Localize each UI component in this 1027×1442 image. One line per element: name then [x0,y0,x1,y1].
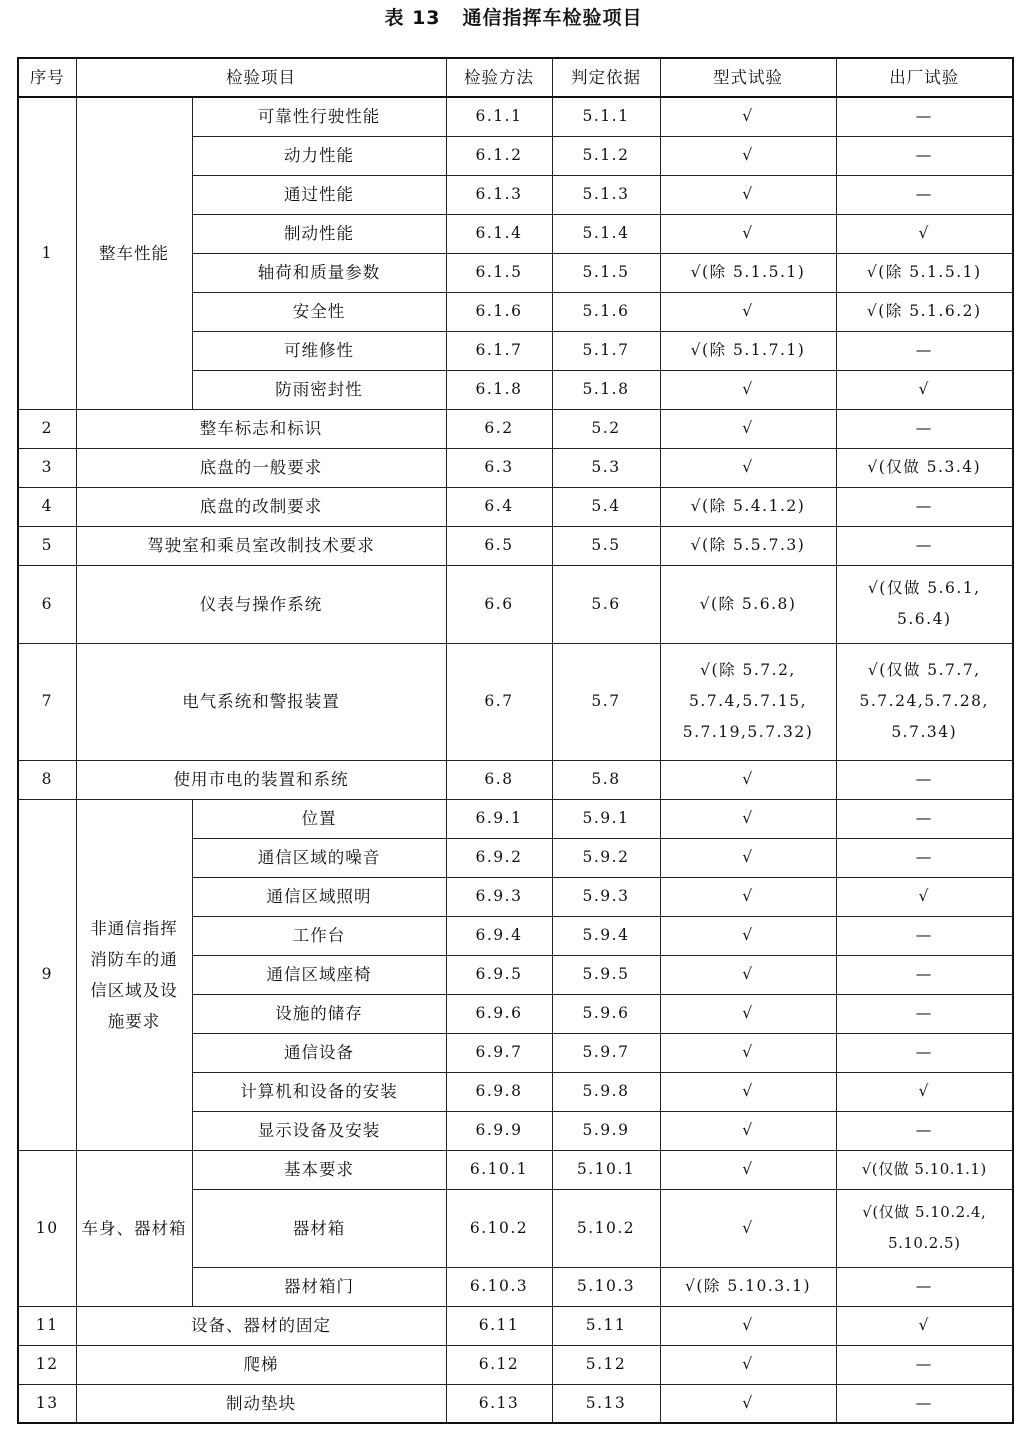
item-cell: 防雨密封性 [192,370,446,409]
basis-cell: 5.10.1 [552,1150,660,1189]
item-cell: 驾驶室和乘员室改制技术要求 [76,526,446,565]
table-row [18,487,1013,526]
header-item: 检验项目 [76,58,446,97]
factory-test-cell: — [836,526,1013,565]
factory-test-cell: √(仅做 5.6.1, 5.6.4) [836,565,1013,643]
method-cell: 6.9.6 [446,994,552,1033]
factory-test-cell: — [836,1033,1013,1072]
type-test-cell: √ [660,838,836,877]
seq-cell: 1 [18,97,76,409]
factory-test-cell: √(仅做 5.10.1.1) [836,1150,1013,1189]
factory-test-cell: √(仅做 5.10.2.4, 5.10.2.5) [836,1189,1013,1267]
type-test-cell: √ [660,370,836,409]
item-cell: 制动性能 [192,214,446,253]
basis-cell: 5.9.4 [552,916,660,955]
basis-cell: 5.9.8 [552,1072,660,1111]
seq-cell: 6 [18,565,76,643]
basis-cell: 5.10.3 [552,1267,660,1306]
item-cell: 使用市电的装置和系统 [76,760,446,799]
table-row [18,526,1013,565]
seq-cell: 5 [18,526,76,565]
type-test-cell: √ [660,1033,836,1072]
header-basis: 判定依据 [552,58,660,97]
factory-test-cell: — [836,175,1013,214]
basis-cell: 5.1.3 [552,175,660,214]
method-cell: 6.9.8 [446,1072,552,1111]
factory-test-cell: √ [836,877,1013,916]
factory-test-cell: √ [836,214,1013,253]
table-row [18,448,1013,487]
method-cell: 6.9.9 [446,1111,552,1150]
factory-test-cell: √ [836,370,1013,409]
method-cell: 6.9.3 [446,877,552,916]
header-method: 检验方法 [446,58,552,97]
table-row [18,799,1013,838]
type-test-cell: √ [660,175,836,214]
factory-test-cell: √ [836,1072,1013,1111]
item-cell: 位置 [192,799,446,838]
basis-cell: 5.10.2 [552,1189,660,1267]
type-test-cell: √ [660,1345,836,1384]
table-row [18,1384,1013,1423]
basis-cell: 5.11 [552,1306,660,1345]
factory-test-cell: — [836,994,1013,1033]
factory-test-cell: √ [836,1306,1013,1345]
type-test-cell: √ [660,799,836,838]
seq-cell: 9 [18,799,76,1150]
method-cell: 6.13 [446,1384,552,1423]
group-cell: 车身、器材箱 [76,1150,192,1306]
type-test-cell: √ [660,448,836,487]
type-test-cell: √ [660,136,836,175]
basis-cell: 5.9.7 [552,1033,660,1072]
table-number: 表 13 [384,7,441,29]
item-cell: 通信区域座椅 [192,955,446,994]
item-cell: 底盘的改制要求 [76,487,446,526]
method-cell: 6.5 [446,526,552,565]
seq-cell: 10 [18,1150,76,1306]
item-cell: 显示设备及安装 [192,1111,446,1150]
item-cell: 制动垫块 [76,1384,446,1423]
factory-test-cell: √(除 5.1.6.2) [836,292,1013,331]
basis-cell: 5.6 [552,565,660,643]
method-cell: 6.7 [446,643,552,760]
table-title [0,4,1027,32]
method-cell: 6.1.2 [446,136,552,175]
item-cell: 仪表与操作系统 [76,565,446,643]
factory-test-cell: √(除 5.1.5.1) [836,253,1013,292]
table-caption: 通信指挥车检验项目 [462,7,643,29]
type-test-cell: √ [660,955,836,994]
group-cell: 非通信指挥 消防车的通 信区域及设 施要求 [76,799,192,1150]
method-cell: 6.1.8 [446,370,552,409]
item-cell: 通过性能 [192,175,446,214]
item-cell: 可靠性行驶性能 [192,97,446,136]
factory-test-cell: — [836,760,1013,799]
method-cell: 6.12 [446,1345,552,1384]
seq-cell: 13 [18,1384,76,1423]
item-cell: 爬梯 [76,1345,446,1384]
basis-cell: 5.9.1 [552,799,660,838]
method-cell: 6.10.1 [446,1150,552,1189]
item-cell: 轴荷和质量参数 [192,253,446,292]
factory-test-cell: — [836,955,1013,994]
item-cell: 器材箱 [192,1189,446,1267]
table-row [18,565,1013,643]
item-cell: 计算机和设备的安装 [192,1072,446,1111]
seq-cell: 11 [18,1306,76,1345]
type-test-cell: √(除 5.6.8) [660,565,836,643]
method-cell: 6.9.1 [446,799,552,838]
basis-cell: 5.9.5 [552,955,660,994]
type-test-cell: √ [660,877,836,916]
factory-test-cell: √(仅做 5.3.4) [836,448,1013,487]
method-cell: 6.1.3 [446,175,552,214]
method-cell: 6.1.5 [446,253,552,292]
type-test-cell: √(除 5.4.1.2) [660,487,836,526]
method-cell: 6.9.5 [446,955,552,994]
table-row [18,1150,1013,1189]
seq-cell: 2 [18,409,76,448]
factory-test-cell: — [836,487,1013,526]
item-cell: 动力性能 [192,136,446,175]
factory-test-cell: — [836,136,1013,175]
basis-cell: 5.9.9 [552,1111,660,1150]
basis-cell: 5.9.6 [552,994,660,1033]
item-cell: 底盘的一般要求 [76,448,446,487]
factory-test-cell: — [836,1345,1013,1384]
method-cell: 6.10.3 [446,1267,552,1306]
factory-test-cell: — [836,916,1013,955]
method-cell: 6.3 [446,448,552,487]
type-test-cell: √(除 5.1.7.1) [660,331,836,370]
factory-test-cell: — [836,97,1013,136]
basis-cell: 5.1.8 [552,370,660,409]
item-cell: 工作台 [192,916,446,955]
item-cell: 电气系统和警报装置 [76,643,446,760]
basis-cell: 5.4 [552,487,660,526]
factory-test-cell: — [836,1111,1013,1150]
item-cell: 可维修性 [192,331,446,370]
method-cell: 6.4 [446,487,552,526]
seq-cell: 3 [18,448,76,487]
basis-cell: 5.9.2 [552,838,660,877]
method-cell: 6.6 [446,565,552,643]
item-cell: 安全性 [192,292,446,331]
basis-cell: 5.5 [552,526,660,565]
table-row [18,1306,1013,1345]
item-cell: 设备、器材的固定 [76,1306,446,1345]
type-test-cell: √ [660,1306,836,1345]
inspection-table [17,57,1014,1424]
type-test-cell: √ [660,916,836,955]
factory-test-cell: — [836,331,1013,370]
type-test-cell: √(除 5.1.5.1) [660,253,836,292]
basis-cell: 5.13 [552,1384,660,1423]
basis-cell: 5.1.5 [552,253,660,292]
seq-cell: 7 [18,643,76,760]
header-row [18,58,1013,97]
type-test-cell: √ [660,214,836,253]
seq-cell: 8 [18,760,76,799]
basis-cell: 5.1.2 [552,136,660,175]
factory-test-cell: — [836,799,1013,838]
basis-cell: 5.3 [552,448,660,487]
item-cell: 设施的储存 [192,994,446,1033]
type-test-cell: √ [660,760,836,799]
factory-test-cell: √(仅做 5.7.7, 5.7.24,5.7.28, 5.7.34) [836,643,1013,760]
basis-cell: 5.8 [552,760,660,799]
table-row [18,97,1013,136]
method-cell: 6.8 [446,760,552,799]
item-cell: 通信区域照明 [192,877,446,916]
factory-test-cell: — [836,1267,1013,1306]
method-cell: 6.1.7 [446,331,552,370]
type-test-cell: √ [660,292,836,331]
type-test-cell: √ [660,1072,836,1111]
method-cell: 6.10.2 [446,1189,552,1267]
method-cell: 6.2 [446,409,552,448]
table-row [18,643,1013,760]
header-type-test: 型式试验 [660,58,836,97]
type-test-cell: √ [660,994,836,1033]
type-test-cell: √ [660,1111,836,1150]
method-cell: 6.11 [446,1306,552,1345]
item-cell: 通信设备 [192,1033,446,1072]
item-cell: 整车标志和标识 [76,409,446,448]
basis-cell: 5.1.1 [552,97,660,136]
method-cell: 6.9.7 [446,1033,552,1072]
type-test-cell: √(除 5.10.3.1) [660,1267,836,1306]
method-cell: 6.1.6 [446,292,552,331]
header-seq: 序号 [18,58,76,97]
method-cell: 6.1.4 [446,214,552,253]
header-factory-test: 出厂试验 [836,58,1013,97]
type-test-cell: √(除 5.7.2, 5.7.4,5.7.15, 5.7.19,5.7.32) [660,643,836,760]
table-row [18,760,1013,799]
factory-test-cell: — [836,838,1013,877]
seq-cell: 4 [18,487,76,526]
type-test-cell: √ [660,1189,836,1267]
item-cell: 基本要求 [192,1150,446,1189]
group-cell: 整车性能 [76,97,192,409]
type-test-cell: √ [660,409,836,448]
table-row [18,1345,1013,1384]
basis-cell: 5.12 [552,1345,660,1384]
type-test-cell: √ [660,1150,836,1189]
basis-cell: 5.9.3 [552,877,660,916]
basis-cell: 5.7 [552,643,660,760]
method-cell: 6.1.1 [446,97,552,136]
item-cell: 器材箱门 [192,1267,446,1306]
seq-cell: 12 [18,1345,76,1384]
basis-cell: 5.1.4 [552,214,660,253]
method-cell: 6.9.2 [446,838,552,877]
type-test-cell: √(除 5.5.7.3) [660,526,836,565]
type-test-cell: √ [660,1384,836,1423]
basis-cell: 5.2 [552,409,660,448]
basis-cell: 5.1.7 [552,331,660,370]
type-test-cell: √ [660,97,836,136]
factory-test-cell: — [836,409,1013,448]
basis-cell: 5.1.6 [552,292,660,331]
method-cell: 6.9.4 [446,916,552,955]
item-cell: 通信区域的噪音 [192,838,446,877]
factory-test-cell: — [836,1384,1013,1423]
table-row [18,409,1013,448]
